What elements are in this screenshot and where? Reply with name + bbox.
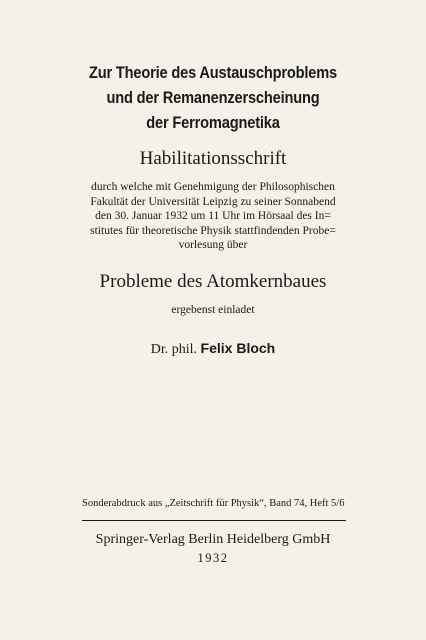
book-title — [30, 60, 396, 135]
publication-year: 1932 — [197, 551, 229, 565]
author-degree: Dr. phil. — [150, 342, 198, 357]
author-name: Felix Bloch — [200, 340, 276, 356]
publisher-name: Springer-Verlag Berlin Heidelberg GmbH — [95, 532, 331, 547]
invitation-text: ergebenst einladet — [171, 304, 255, 316]
lecture-title: Probleme des Atomkernbaues — [99, 271, 327, 292]
author-line — [0, 339, 426, 359]
title-line-1: Zur Theorie des Austauschproblems — [88, 63, 338, 82]
paragraph-line-1: durch welche mit Genehmigung der Philosophischen — [91, 181, 335, 193]
paragraph-line-4: stitutes für theoretische Physik stattfindenden Probe= — [90, 224, 336, 237]
invitation-paragraph — [40, 180, 386, 253]
offprint-note: Sonderabdruck aus „Zeitschrift für Physik“, Band 74, Heft 5/6 — [82, 498, 345, 509]
paragraph-line-5: vorlesung über — [178, 239, 248, 252]
document-type-heading: Habilitationsschrift — [139, 148, 287, 169]
title-line-3: der Ferromagnetika — [146, 113, 280, 132]
paragraph-line-2: Fakultät der Universität Leipzig zu seiner Sonnabend — [90, 195, 336, 208]
paragraph-line-3: den 30. Januar 1932 um 11 Uhr im Hörsaal des In= — [95, 210, 331, 223]
divider-rule — [82, 520, 346, 521]
title-line-2: und der Remanenzerscheinung — [106, 88, 320, 107]
